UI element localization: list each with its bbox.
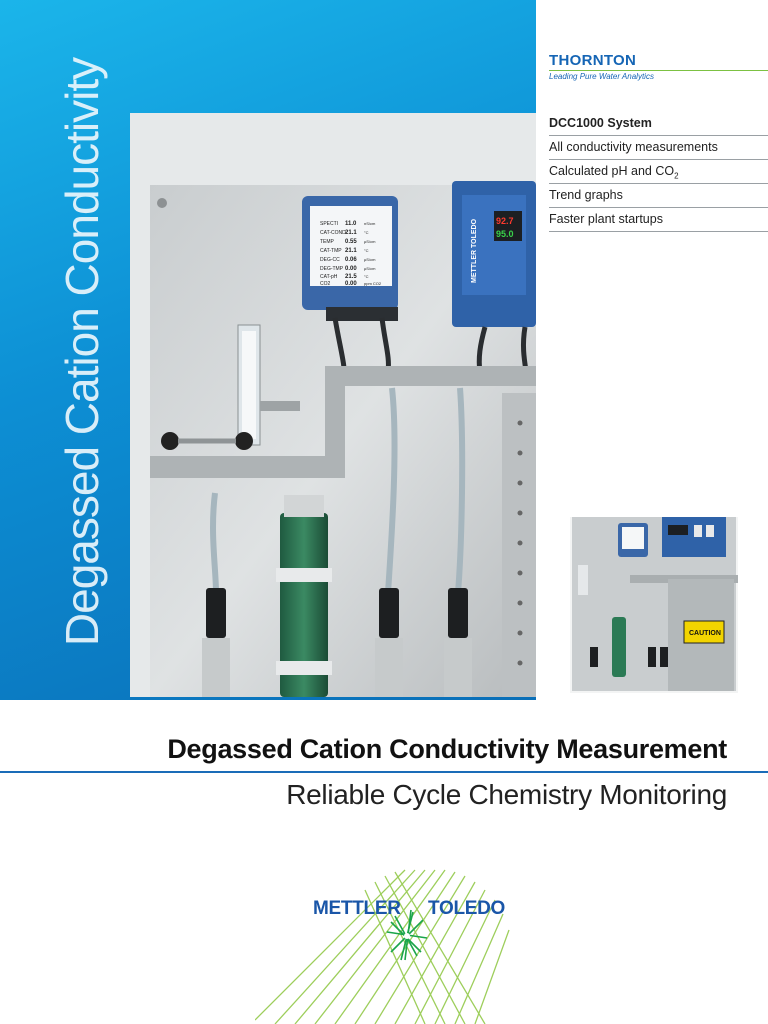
controller-bottom-reading: 95.0 [496, 229, 514, 239]
feature-item: Faster plant startups [549, 208, 768, 232]
product-photo-illustration [130, 113, 536, 697]
display-row-value: 0.00 [345, 266, 357, 272]
thornton-brand-name: THORNTON [549, 52, 637, 69]
feature-item-ph-co2 [549, 160, 768, 184]
display-row-label: CAT-pH [320, 274, 338, 280]
controller-brand: METTLER TOLEDO [471, 218, 478, 283]
display-row-unit: µS/cm [364, 239, 376, 244]
feature-item: Trend graphs [549, 184, 768, 208]
display-row-value: 0.55 [345, 239, 357, 245]
display-row-value: 21.5 [345, 274, 357, 280]
logo-starburst-icon [255, 860, 515, 1024]
display-row-value: 0.00 [345, 281, 357, 287]
feature-system-title: DCC1000 System [549, 112, 768, 136]
display-row-unit: °C [364, 230, 369, 235]
display-row-value: 21.1 [345, 248, 357, 254]
display-row-value: 0.06 [345, 257, 357, 263]
display-row-label: DEG-CC [320, 257, 340, 263]
display-row-label: CAT-TMP [320, 248, 342, 254]
caution-label: CAUTION [689, 630, 721, 637]
display-row-label: TEMP [320, 239, 334, 245]
display-row-label: DEG-TMP [320, 266, 344, 272]
display-row-unit: µS/cm [364, 257, 376, 262]
feature-item-text: Calculated pH and CO [549, 164, 675, 178]
feature-item: All conductivity measurements [549, 136, 768, 160]
thornton-tagline: Leading Pure Water Analytics [549, 72, 654, 81]
logo-text-mettler: METTLER [313, 898, 401, 919]
display-row-label: CO2 [320, 281, 331, 287]
document-subtitle: Reliable Cycle Chemistry Monitoring [286, 779, 727, 810]
vertical-cover-title: Degassed Cation Conductivity [56, 57, 108, 647]
system-thumbnail-illustration [570, 517, 738, 693]
brand-divider [549, 70, 768, 71]
display-row-unit: °C [364, 274, 369, 279]
display-row-value: 11.0 [345, 221, 357, 227]
display-row-unit: nS/cm [364, 221, 376, 226]
mettler-toledo-logo [255, 860, 515, 1024]
feature-list [549, 112, 768, 232]
display-row-label: SPECTI [320, 221, 339, 227]
product-photo [130, 113, 536, 697]
thornton-brand-block [549, 52, 768, 81]
system-thumbnail-photo [570, 517, 738, 693]
display-row-unit: µS/cm [364, 266, 376, 271]
document-title: Degassed Cation Conductivity Measurement [167, 734, 727, 764]
display-row-label: CAT-COND [320, 230, 346, 236]
title-divider [0, 771, 768, 773]
display-row-unit: ppm CO2 [364, 281, 382, 286]
controller-top-reading: 92.7 [496, 216, 514, 226]
display-row-value: 21.1 [345, 230, 357, 236]
co2-subscript: 2 [674, 171, 679, 181]
display-row-unit: °C [364, 248, 369, 253]
logo-text-toledo: TOLEDO [428, 898, 506, 919]
